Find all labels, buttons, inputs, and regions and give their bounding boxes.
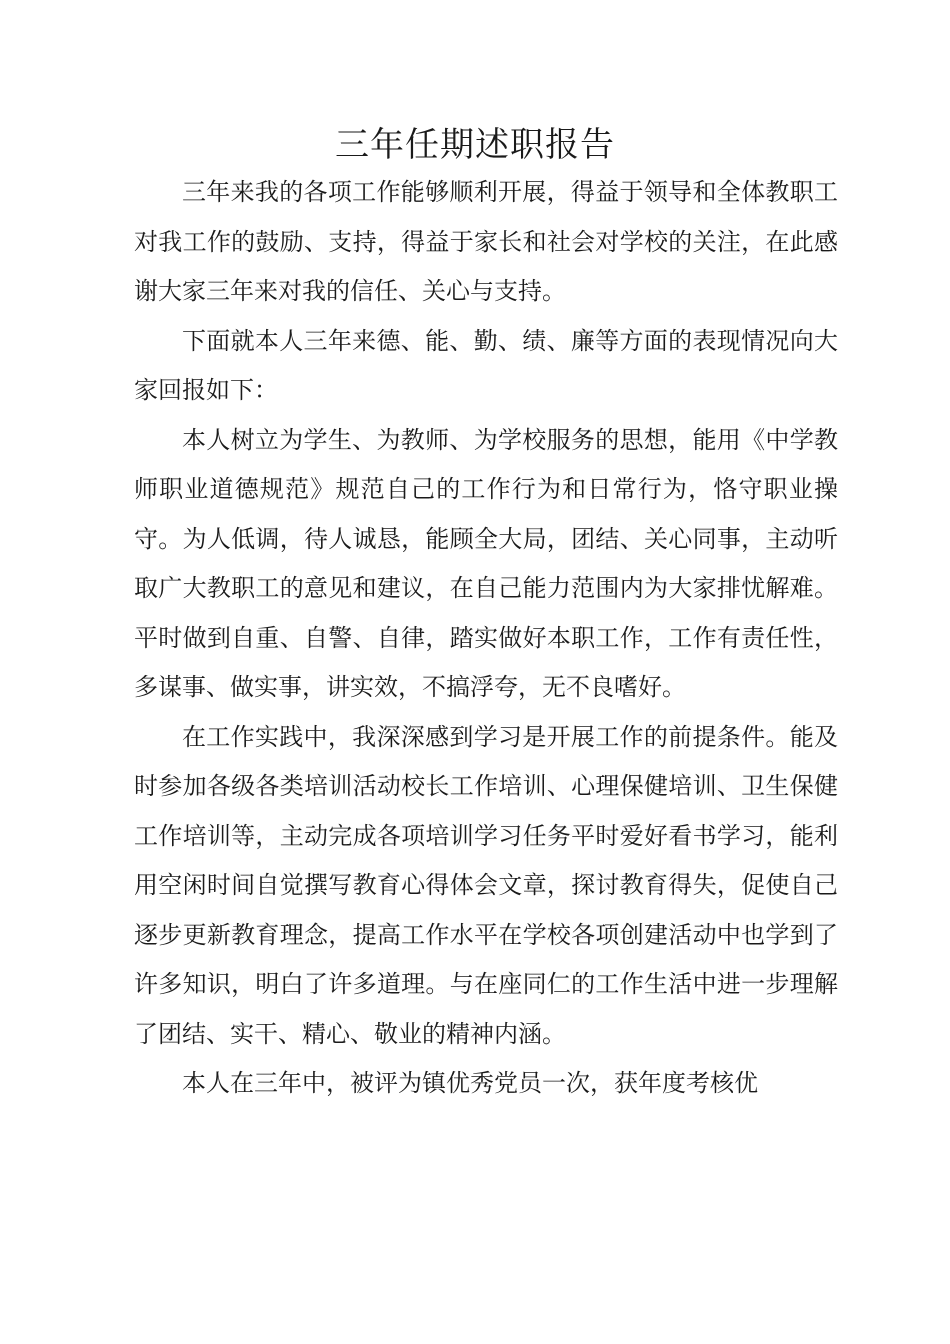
paragraph-2: 下面就本人三年来德、能、勤、绩、廉等方面的表现情况向大家回报如下： [134,326,838,404]
paragraph-5: 本人在三年中，被评为镇优秀党员一次，获年度考核优 [182,1069,758,1097]
document-body [134,168,838,1109]
paragraph-1: 三年来我的各项工作能够顺利开展，得益于领导和全体教职工对我工作的鼓励、支持，得益于家长和社会对学校的关注，在此感谢大家三年来对我的信任、关心与支持。 [134,178,838,305]
paragraph-3: 本人树立为学生、为教师、为学校服务的思想，能用《中学教师职业道德规范》规范自己的工作行为和日常行为，恪守职业操守。为人低调，待人诚恳，能顾全大局，团结、关心同事，主动听取广大教职工的意见和建议，在自己能力范围内为大家排忧解难。平时做到自重、自警、自律，踏实做好本职工作，工作有责任性，多谋事、做实事，讲实效，不搞浮夸，无不良嗜好。 [134,425,838,701]
paragraph-4: 在工作实践中，我深深感到学习是开展工作的前提条件。能及时参加各级各类培训活动校长工作培训、心理保健培训、卫生保健工作培训等，主动完成各项培训学习任务平时爱好看书学习，能利用空闲时间自觉撰写教育心得体会文章，探讨教育得失，促使自己逐步更新教育理念，提高工作水平在学校各项创建活动中也学到了许多知识，明白了许多道理。与在座同仁的工作生活中进一步理解了团结、实干、精心、敬业的精神内涵。 [134,722,838,1048]
document-title: 三年任期述职报告 [335,124,615,165]
